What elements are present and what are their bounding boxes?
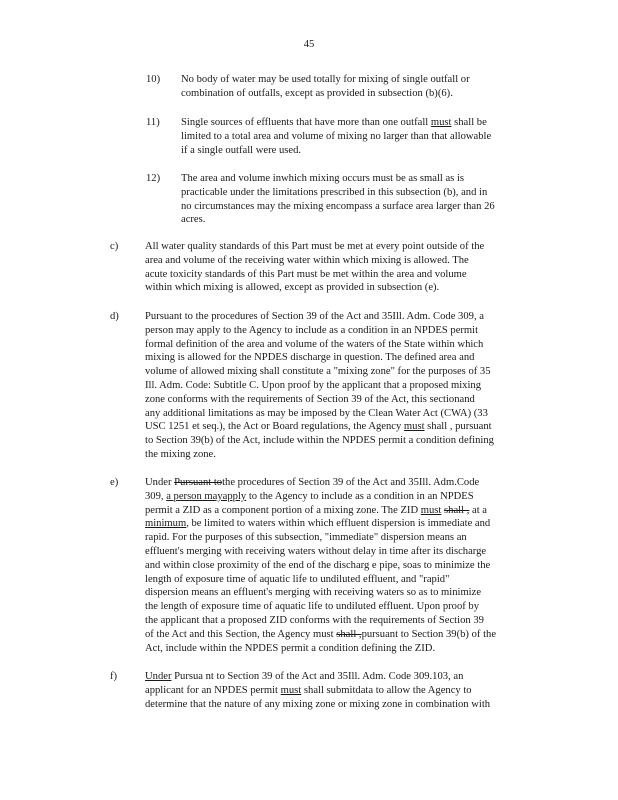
text-run: to Section 39(b) of the Act, include within the NPDES permit a condition defining <box>145 435 494 447</box>
item-marker: 12) <box>146 173 161 184</box>
item-text <box>145 476 538 655</box>
text-line <box>145 642 538 656</box>
inserted-text: minimum <box>145 518 187 530</box>
text-line <box>145 504 538 518</box>
text-run: no circumstances may the mixing encompass a surface area larger than 26 <box>181 200 495 212</box>
text-run: rapid. For the purposes of this subsection, "immediate" dispersion means an <box>145 532 467 544</box>
text-line <box>145 545 538 559</box>
text-run: Ill. Adm. Code: Subtitle C. Upon proof by the applicant that a proposed mixing <box>145 379 482 391</box>
text-run: length of exposure time of aquatic life to undiluted effluent, and "rapid" <box>145 573 450 585</box>
text-run: formal definition of the area and volume of the waters of the State within which <box>145 338 484 350</box>
text-run: to the Agency to include as a condition in an NPDES <box>246 490 474 502</box>
text-line <box>181 200 538 214</box>
text-run: volume of allowed mixing shall constitute a "mixing zone" for the purposes of 35 <box>145 366 491 378</box>
item-text <box>181 73 538 101</box>
text-run: 309, <box>145 490 167 502</box>
text-line <box>145 407 538 421</box>
text-line <box>145 517 538 531</box>
text-run: shall submitdata to allow the Agency to <box>301 684 472 696</box>
text-run: Pursua nt to Section 39 of the Act and 35Ill. Adm. Code 309.103, an <box>171 671 464 682</box>
text-run: Act, include within the NPDES permit a condition defining the ZID. <box>145 642 436 654</box>
item-text <box>145 310 538 462</box>
text-line <box>181 87 538 101</box>
text-line <box>145 586 538 600</box>
text-run: combination of outfalls, except as provided in subsection (b)(6). <box>181 87 453 99</box>
text-line <box>181 186 538 200</box>
text-run: acute toxicity standards of this Part must be met within the area and volume <box>145 268 467 280</box>
item-marker: d) <box>110 311 119 322</box>
text-line <box>181 144 538 158</box>
text-line <box>145 448 538 462</box>
text-run: effluent's merging with receiving waters without delay in time after its discharge <box>145 545 487 557</box>
text-line <box>181 172 538 186</box>
inserted-text: must <box>280 684 302 696</box>
text-line <box>145 531 538 545</box>
text-line <box>145 310 538 324</box>
text-run: Pursuant to the procedures of Section 39 of the Act and 35Ill. Adm. Code 309, a <box>145 311 484 322</box>
text-run: within which mixing is allowed, except as provided in subsection (e). <box>145 282 440 294</box>
text-run: shall , pursuant <box>424 421 492 433</box>
deleted-text: Pursuant to <box>174 477 223 488</box>
text-run: the length of exposure time of aquatic life to undiluted effluent. Upon proof by <box>145 601 480 613</box>
text-line <box>145 379 538 393</box>
text-line <box>145 240 538 254</box>
text-line <box>181 73 538 87</box>
text-line <box>145 600 538 614</box>
item-marker: 10) <box>146 74 161 85</box>
text-run: The area and volume inwhich mixing occurs must be as small as is <box>181 173 465 184</box>
text-run: area and volume of the receiving water within which mixing is allowed. The <box>145 254 469 266</box>
text-line <box>145 254 538 268</box>
text-run: practicable under the limitations prescribed in this subsection (b), and in <box>181 186 488 198</box>
item-marker: e) <box>110 477 119 488</box>
text-run: pursuant to Section 39(b) of the <box>361 628 497 640</box>
text-run: USC 1251 et seq.), the Act or Board regulations, the Agency <box>145 421 404 433</box>
item-text <box>181 172 538 227</box>
text-run: , be limited to waters within which effluent dispersion is immediate and <box>186 518 491 530</box>
text-line <box>145 559 538 573</box>
text-line <box>145 268 538 282</box>
text-run: person may apply to the Agency to include as a condition in an NPDES permit <box>145 324 479 336</box>
text-line <box>181 213 538 227</box>
text-line <box>145 420 538 434</box>
text-line <box>145 614 538 628</box>
text-line <box>145 365 538 379</box>
text-line <box>145 628 538 642</box>
text-line <box>145 338 538 352</box>
text-run: if a single outfall were used. <box>181 144 302 156</box>
deleted-text: shall , <box>444 504 470 516</box>
text-line <box>145 281 538 295</box>
page-number: 45 <box>303 39 315 50</box>
text-run: the procedures of Section 39 of the Act and 35Ill. Adm.Code <box>222 477 480 488</box>
text-line <box>181 116 538 130</box>
text-run: No body of water may be used totally for mixing of single outfall or <box>181 74 470 85</box>
text-line <box>145 434 538 448</box>
text-line <box>181 130 538 144</box>
text-run: at a <box>469 504 487 516</box>
text-run: shall be <box>451 117 487 128</box>
text-run: Under <box>145 477 175 488</box>
text-run: determine that the nature of any mixing zone or mixing zone in combination with <box>145 698 491 710</box>
text-line <box>145 573 538 587</box>
inserted-text: Under <box>145 671 172 682</box>
text-line <box>145 684 538 698</box>
text-run: permit a ZID as a component portion of a mixing zone. The ZID <box>145 504 421 516</box>
item-marker: f) <box>110 671 118 682</box>
text-run: acres. <box>181 214 206 226</box>
item-marker: c) <box>110 241 119 252</box>
item-marker: 11) <box>146 117 160 128</box>
text-line <box>145 351 538 365</box>
text-line <box>145 324 538 338</box>
item-text <box>181 116 538 157</box>
item-text <box>145 240 538 295</box>
inserted-text: must <box>403 421 425 433</box>
text-run: mixing is allowed for the NPDES discharge in question. The defined area and <box>145 352 475 364</box>
text-line <box>145 393 538 407</box>
inserted-text: must <box>430 117 452 128</box>
inserted-text: a person mayapply <box>166 490 247 502</box>
text-run: applicant for an NPDES permit <box>145 684 281 696</box>
text-run: and within close proximity of the end of the discharg e pipe, soas to minimize the <box>145 559 491 571</box>
text-run: dispersion means an effluent's merging with receiving waters so as to minimize <box>145 587 482 599</box>
text-line <box>145 476 538 490</box>
text-run: the applicant that a proposed ZID conforms with the requirements of Section 39 <box>145 614 484 626</box>
text-line <box>145 698 538 712</box>
text-run: of the Act and this Section, the Agency must <box>145 628 337 640</box>
text-run: limited to a total area and volume of mixing no larger than that allowable <box>181 130 492 142</box>
item-text <box>145 670 538 711</box>
deleted-text: shall , <box>336 628 362 640</box>
text-line <box>145 490 538 504</box>
text-run: All water quality standards of this Part must be met at every point outside of the <box>145 241 485 252</box>
text-run: any additional limitations as may be imposed by the Clean Water Act (CWA) (33 <box>145 407 488 419</box>
text-run: the mixing zone. <box>145 448 216 460</box>
text-line <box>145 670 538 684</box>
text-run: Single sources of effluents that have more than one outfall <box>181 117 431 128</box>
text-run: zone conforms with the requirements of Section 39 of the Act, this sectionand <box>145 393 475 405</box>
inserted-text: must <box>420 504 442 516</box>
